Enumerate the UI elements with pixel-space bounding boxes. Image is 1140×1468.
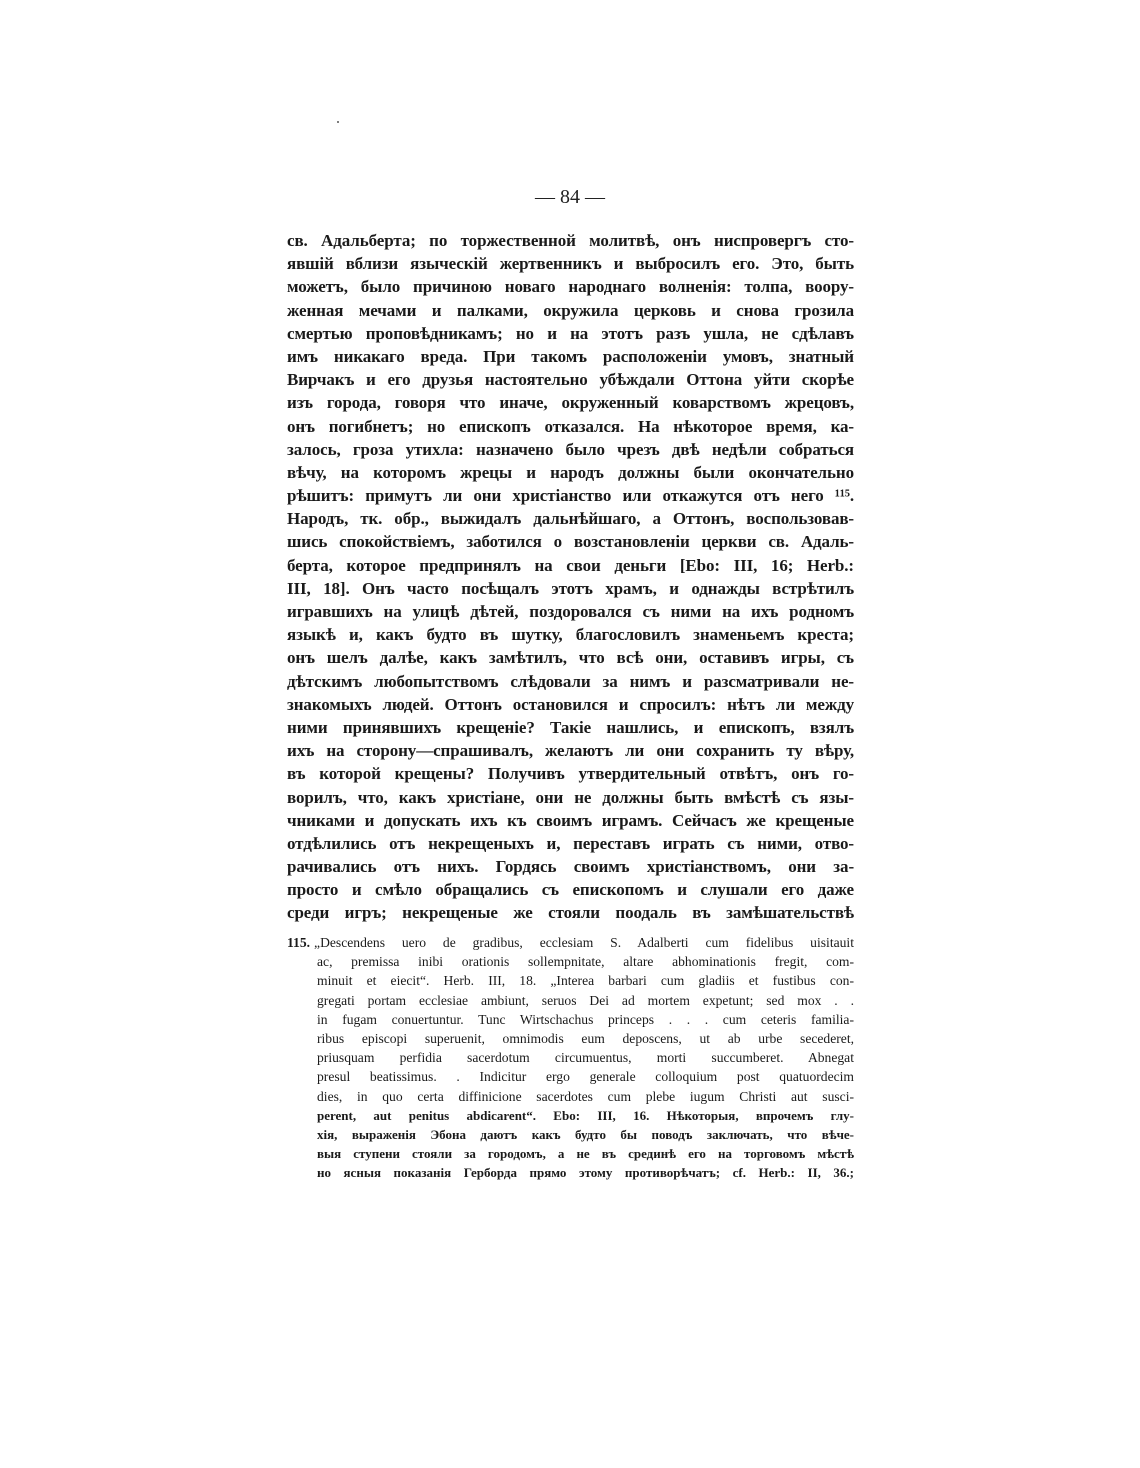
footnote-marker: 115. [287, 935, 311, 950]
text-line: просто и смѣло обращались съ епископомъ и слушали его даже [287, 880, 854, 900]
text-line: Вирчакъ и его друзья настоятельно убѣждали Оттона уйти скорѣе [287, 370, 854, 390]
text-line: ихъ на сторону—спрашивалъ, желаютъ ли они сохранить ту вѣру, [287, 741, 854, 761]
text-line: женная мечами и палками, окружила церковь и снова грозила [287, 300, 854, 320]
footnote-line: in fugam conuertuntur. Tunc Wirtschachus princeps . . . cum ceteris familia- [317, 1011, 854, 1027]
footnote-line: ribus episcopi superuenit, omnimodis eum deposcens, ut ab urbe secederet, [317, 1030, 854, 1046]
text-line: изъ города, говоря что иначе, окруженный коварствомъ жрецовъ, [287, 393, 854, 413]
text-line: дѣтскимъ любопытствомъ слѣдовали за нимъ и разсматривали не- [287, 671, 854, 691]
text-line: онъ погибнетъ; но епископъ отказался. На нѣкоторое время, ка- [287, 416, 854, 436]
text-line: ними принявшихъ крещеніе? Такіе нашлись, и епископъ, взялъ [287, 717, 854, 737]
text-line: отдѣлились отъ некрещеныхъ и, переставъ играть съ ними, отво- [287, 833, 854, 853]
text-line: языкѣ и, какъ будто въ шутку, благословилъ знаменьемъ креста; [287, 625, 854, 645]
text-line: знакомыхъ людей. Оттонъ остановился и спросилъ: нѣтъ ли между [287, 694, 854, 714]
text-line: залось, гроза утихла: назначено было чрезъ двѣ недѣли собраться [287, 439, 854, 459]
text-line: шись спокойствіемъ, заботился о возстановленіи церкви св. Адаль- [287, 532, 854, 552]
text-line: смертью проповѣдникамъ; но и на этотъ разъ ушла, не сдѣлавъ [287, 323, 854, 343]
text-line: можетъ, было причиною новаго народнаго волненія: толпа, воору- [287, 277, 854, 297]
text-line: въ которой крещены? Получивъ утвердительный отвѣтъ, онъ го- [287, 764, 854, 784]
text-line: Народъ, тк. обр., выжидалъ дальнѣйшаго, а Оттонъ, воспользовав- [287, 509, 854, 529]
text-line: берта, которое предпринялъ на свои деньги [Ebo: III, 16; Herb.: [287, 555, 854, 575]
text-line: игравшихъ на улицѣ дѣтей, поздоровался съ ними на ихъ родномъ [287, 602, 854, 621]
main-text [287, 229, 854, 925]
scan-speck [337, 121, 339, 123]
footnote-line: хія, выраженія Эбона даютъ какъ будто бы поводъ заключать, что вѣче- [317, 1126, 854, 1142]
text-line: явшій вблизи языческій жертвенникъ и выбросилъ его. Это, быть [287, 254, 854, 274]
footnote-line: ac, premissa inibi orationis sollempnitate, altare abhominationis fregit, com- [317, 954, 854, 970]
footnote [287, 933, 854, 1182]
footnote-line [287, 933, 854, 952]
text-line: рѣшитъ: примутъ ли они христіанство или откажутся отъ него ¹¹⁵. [287, 486, 854, 506]
footnote-line: priusquam perfidia sacerdotum circumuentus, morti succumberet. Abnegat [317, 1050, 854, 1066]
text-line: рачивались отъ нихъ. Гордясь своимъ христіанствомъ, они за- [287, 857, 854, 877]
text-line: имъ никакаго вреда. При такомъ расположеніи умовъ, знатный [287, 346, 854, 366]
text-line: св. Адальберта; по торжественной молитвѣ, онъ ниспровергъ сто- [287, 231, 854, 250]
footnote-line: minuit et eiecit“. Herb. III, 18. „Interea barbari cum gladiis et fustibus con- [317, 973, 854, 989]
footnote-line: presul beatissimus. . Indicitur ergo generale colloquium post quatuordecim [317, 1069, 854, 1085]
text-line: чниками и допускать ихъ къ своимъ играмъ. Сейчасъ же крещеные [287, 810, 854, 830]
text-line: онъ шелъ далѣе, какъ замѣтилъ, что всѣ они, оставивъ игры, съ [287, 648, 854, 668]
text-line: III, 18]. Онъ часто посѣщалъ этотъ храмъ, и однажды встрѣтилъ [287, 578, 854, 598]
text-line: ворилъ, что, какъ христіане, они не должны быть вмѣстѣ съ язы- [287, 787, 854, 807]
footnote-line: dies, in quo certa diffinicione sacerdotes cum plebe iugum Christi aut susci- [317, 1088, 854, 1104]
page-number: — 84 — [535, 186, 605, 208]
footnote-line: выя ступени стояли за городомъ, а не въ срединѣ его на торговомъ мѣстѣ [317, 1146, 854, 1162]
text-line: вѣчу, на которомъ жрецы и народъ должны были окончательно [287, 462, 854, 482]
footnote-line: perent, aut penitus abdicarent“. Ebo: III, 16. Нѣкоторыя, впрочемъ глу- [317, 1107, 854, 1123]
footnote-text: „Descendens uero de gradibus, ecclesiam S. Adalberti cum fidelibus uisitauit [314, 935, 854, 950]
text-line: среди игръ; некрещеные же стояли поодаль въ замѣшательствѣ [287, 903, 854, 923]
footnote-line: gregati portam ecclesiae ambiunt, seruos Dei ad mortem expetunt; sed mox . . [317, 992, 854, 1008]
footnote-line: но ясныя показанія Герборда прямо этому противорѣчатъ; cf. Herb.: II, 36.; [317, 1165, 854, 1181]
